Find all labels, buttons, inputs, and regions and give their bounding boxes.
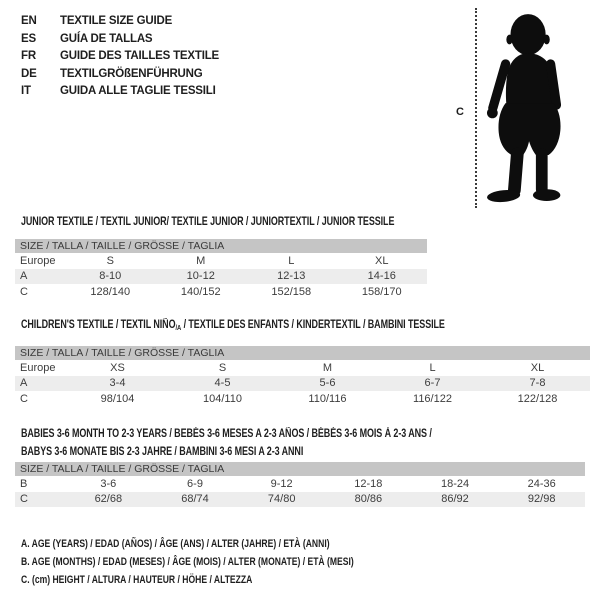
size-header-bar — [15, 346, 590, 360]
size-cell: 122/128 — [517, 392, 558, 405]
language-code: ES — [21, 32, 36, 45]
language-row — [21, 66, 219, 84]
table-row — [15, 492, 585, 508]
size-cell: 152/158 — [271, 285, 312, 298]
language-title: GUÍA DE TALLAS — [60, 32, 153, 45]
language-list — [21, 13, 219, 101]
size-cell: 12-18 — [354, 477, 383, 490]
size-header-bar — [15, 239, 427, 253]
size-cell: 24-36 — [527, 477, 556, 490]
size-cell: 6-9 — [187, 477, 203, 490]
baby-ear-left — [506, 35, 512, 45]
size-cell: S — [218, 361, 227, 374]
size-cell: 7-8 — [529, 377, 546, 390]
row-label: B — [20, 477, 28, 490]
language-title: GUIDA ALLE TAGLIE TESSILI — [60, 85, 216, 98]
size-table-junior — [15, 239, 427, 300]
figure-height-label: C — [456, 106, 464, 118]
title-subscript: /A — [175, 323, 182, 332]
language-row — [21, 31, 219, 49]
language-row — [21, 48, 219, 66]
language-row — [21, 83, 219, 101]
size-cell: XS — [110, 361, 125, 374]
size-cell: 74/80 — [267, 493, 296, 506]
row-label: A — [20, 270, 28, 283]
language-code: FR — [21, 50, 36, 63]
size-cell: 3-4 — [109, 377, 126, 390]
size-cell: S — [106, 254, 114, 267]
size-cell: 62/68 — [94, 493, 123, 506]
table-row — [15, 376, 590, 392]
row-label: Europe — [20, 361, 56, 374]
table-row — [15, 253, 427, 269]
title-text: CHILDREN'S TEXTILE / TEXTIL NIÑO — [21, 319, 176, 331]
row-label: A — [20, 377, 28, 390]
language-code: IT — [21, 85, 31, 98]
size-cell: 104/110 — [203, 392, 242, 405]
language-title: GUIDE DES TAILLES TEXTILE — [60, 50, 219, 63]
size-cell: XL — [375, 254, 389, 267]
footnote-a: A. AGE (YEARS) / EDAD (AÑOS) / ÂGE (ANS) / ALTER (JAHRE) / ETÀ (ANNI) — [21, 538, 330, 550]
table-row — [15, 391, 590, 407]
size-header-text: SIZE / TALLA / TAILLE / GRÖSSE / TAGLIA — [20, 347, 225, 359]
title-line-2: BABYS 3-6 MONATE BIS 2-3 JAHRE / BAMBINI 3-6 MESI A 2-3 ANNI — [21, 445, 304, 458]
table-title-junior: JUNIOR TEXTILE / TEXTIL JUNIOR/ TEXTILE JUNIOR / JUNIORTEXTIL / JUNIOR TESSILE — [21, 216, 395, 228]
baby-silhouette-image — [486, 11, 576, 207]
title-text: / TEXTILE DES ENFANTS / KINDERTEXTIL / BAMBINI TESSILE — [181, 319, 445, 331]
height-dotted-line — [475, 8, 477, 208]
size-header-text: SIZE / TALLA / TAILLE / GRÖSSE / TAGLIA — [20, 240, 225, 252]
baby-arm-right — [551, 64, 557, 105]
size-cell: M — [322, 361, 333, 374]
baby-shorts — [498, 103, 560, 155]
table-title-babies — [21, 426, 432, 461]
row-label: C — [20, 493, 28, 506]
size-cell: XL — [530, 361, 545, 374]
size-cell: 5-6 — [319, 377, 336, 390]
table-row — [15, 360, 590, 376]
size-cell: 158/170 — [361, 285, 402, 298]
size-cell: 14-16 — [367, 270, 396, 283]
size-cell: 140/152 — [180, 285, 221, 298]
language-code: DE — [21, 67, 37, 80]
size-cell: 18-24 — [440, 477, 470, 490]
table-row — [15, 476, 585, 492]
title-line-1: BABIES 3-6 MONTH TO 2-3 YEARS / BEBÉS 3-6 MESES A 2-3 AÑOS / BÉBÉS 3-6 MOIS À 2-3 ANS / — [21, 428, 432, 440]
footnote-c: C. (cm) HEIGHT / ALTURA / HAUTEUR / HÖHE / ALTEZZA — [21, 574, 253, 586]
size-cell: 128/140 — [90, 285, 131, 298]
row-label: Europe — [20, 254, 56, 267]
baby-arm-left — [493, 64, 506, 108]
size-cell: 110/116 — [308, 392, 347, 405]
size-cell: L — [429, 361, 436, 374]
table-title-children — [21, 319, 445, 334]
size-cell: 68/74 — [181, 493, 209, 506]
size-cell: 8-10 — [99, 270, 122, 283]
size-cell: 92/98 — [527, 493, 556, 506]
baby-head — [510, 14, 545, 55]
footnote-b: B. AGE (MONTHS) / EDAD (MESES) / ÂGE (MOIS) / ALTER (MONATE) / ETÀ (MESI) — [21, 556, 354, 568]
size-cell: M — [196, 254, 206, 267]
size-cell: 4-5 — [214, 377, 231, 390]
baby-leg-left — [514, 154, 517, 190]
size-cell: L — [288, 254, 295, 267]
footnotes — [21, 535, 354, 589]
baby-foot-right — [533, 189, 560, 201]
size-cell: 9-12 — [270, 477, 293, 490]
baby-ear-right — [544, 35, 550, 45]
language-code: EN — [21, 15, 37, 27]
baby-hand-left — [487, 108, 498, 119]
size-cell: 98/104 — [100, 392, 135, 405]
size-header-text: SIZE / TALLA / TAILLE / GRÖSSE / TAGLIA — [20, 463, 225, 475]
size-cell: 6-7 — [424, 377, 441, 390]
table-row — [15, 284, 427, 300]
table-row — [15, 269, 427, 285]
row-label: C — [20, 392, 28, 405]
size-header-bar — [15, 462, 585, 476]
size-cell: 10-12 — [186, 270, 215, 283]
row-label: C — [20, 285, 28, 298]
language-title: TEXTILE SIZE GUIDE — [60, 15, 173, 27]
size-cell: 80/86 — [354, 493, 383, 506]
size-table-babies — [15, 462, 585, 507]
language-row — [21, 13, 219, 31]
size-cell: 12-13 — [277, 270, 306, 283]
size-table-children — [15, 346, 590, 407]
language-title: TEXTILGRÖßENFÜHRUNG — [60, 67, 203, 80]
size-cell: 3-6 — [100, 477, 117, 490]
size-cell: 116/122 — [413, 392, 452, 405]
size-cell: 86/92 — [441, 493, 469, 506]
